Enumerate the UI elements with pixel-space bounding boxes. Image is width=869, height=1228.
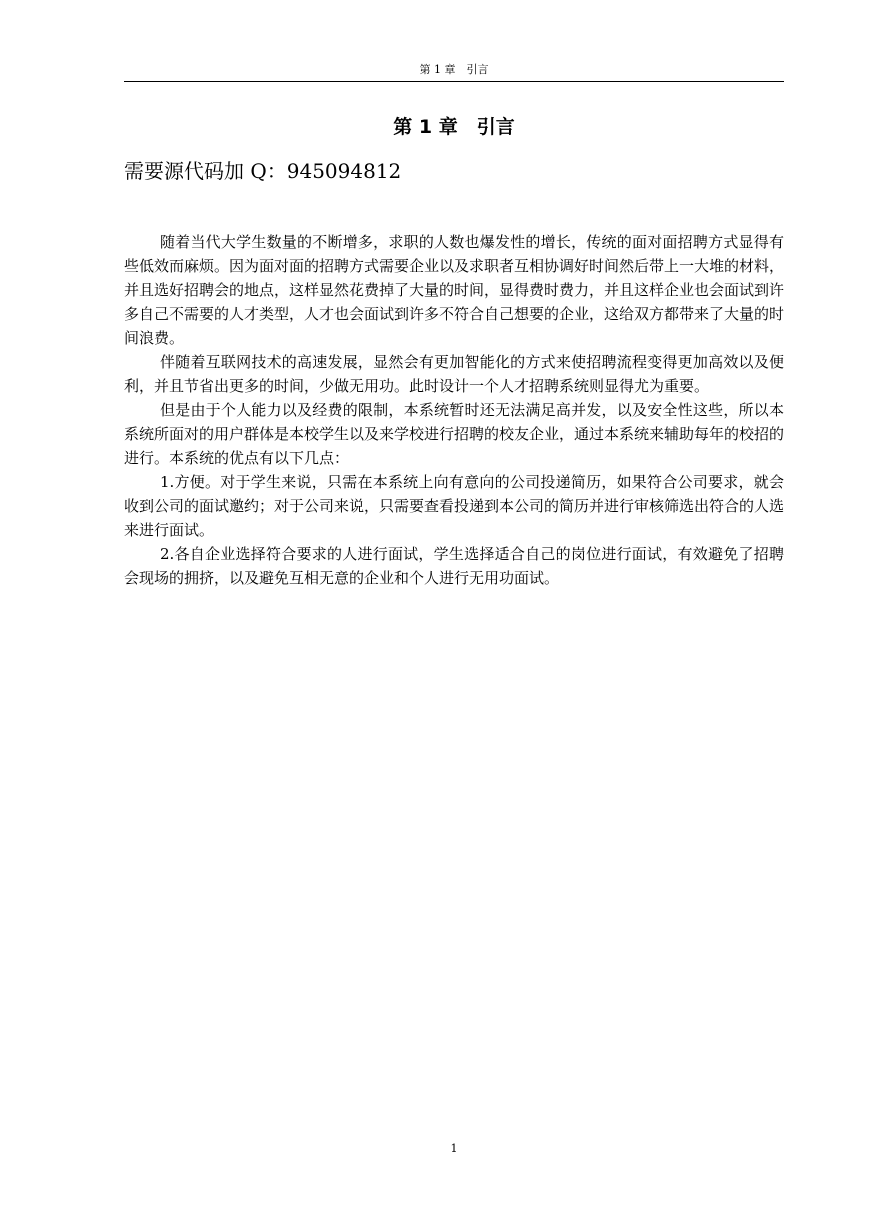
list-item: 2.各自企业选择符合要求的人进行面试，学生选择适合自己的岗位进行面试，有效避免了招聘会现场的拥挤，以及避免互相无意的企业和个人进行无用功面试。 (124, 545, 784, 587)
header-divider (124, 81, 784, 82)
chapter-title: 第 1 章 引言 (393, 116, 515, 138)
contact-line: 需要源代码加 Q：945094812 (124, 159, 402, 183)
page-number: 1 (450, 1142, 458, 1155)
body-text (124, 230, 784, 590)
paragraph: 伴随着互联网技术的高速发展，显然会有更加智能化的方式来使招聘流程变得更加高效以及便利，并且节省出更多的时间，少做无用功。此时设计一个人才招聘系统则显得尤为重要。 (124, 353, 784, 395)
paragraph: 但是由于个人能力以及经费的限制，本系统暂时还无法满足高并发，以及安全性这些，所以本系统所面对的用户群体是本校学生以及来学校进行招聘的校友企业，通过本系统来辅助每年的校招的进行。本系统的优点有以下几点： (124, 401, 785, 467)
running-header: 第 1 章 引言 (419, 63, 489, 76)
list-item: 1.方便。对于学生来说，只需在本系统上向有意向的公司投递简历，如果符合公司要求，就会收到公司的面试邀约；对于公司来说，只需要查看投递到本公司的简历并进行审核筛选出符合的人选来进行面试。 (124, 473, 785, 539)
paragraph: 随着当代大学生数量的不断增多，求职的人数也爆发性的增长，传统的面对面招聘方式显得有些低效而麻烦。因为面对面的招聘方式需要企业以及求职者互相协调好时间然后带上一大堆的材料，并且选好招聘会的地点，这样显然花费掉了大量的时间，显得费时费力，并且这样企业也会面试到许多自己不需要的人才类型，人才也会面试到许多不符合自己想要的企业，这给双方都带来了大量的时间浪费。 (124, 233, 785, 347)
